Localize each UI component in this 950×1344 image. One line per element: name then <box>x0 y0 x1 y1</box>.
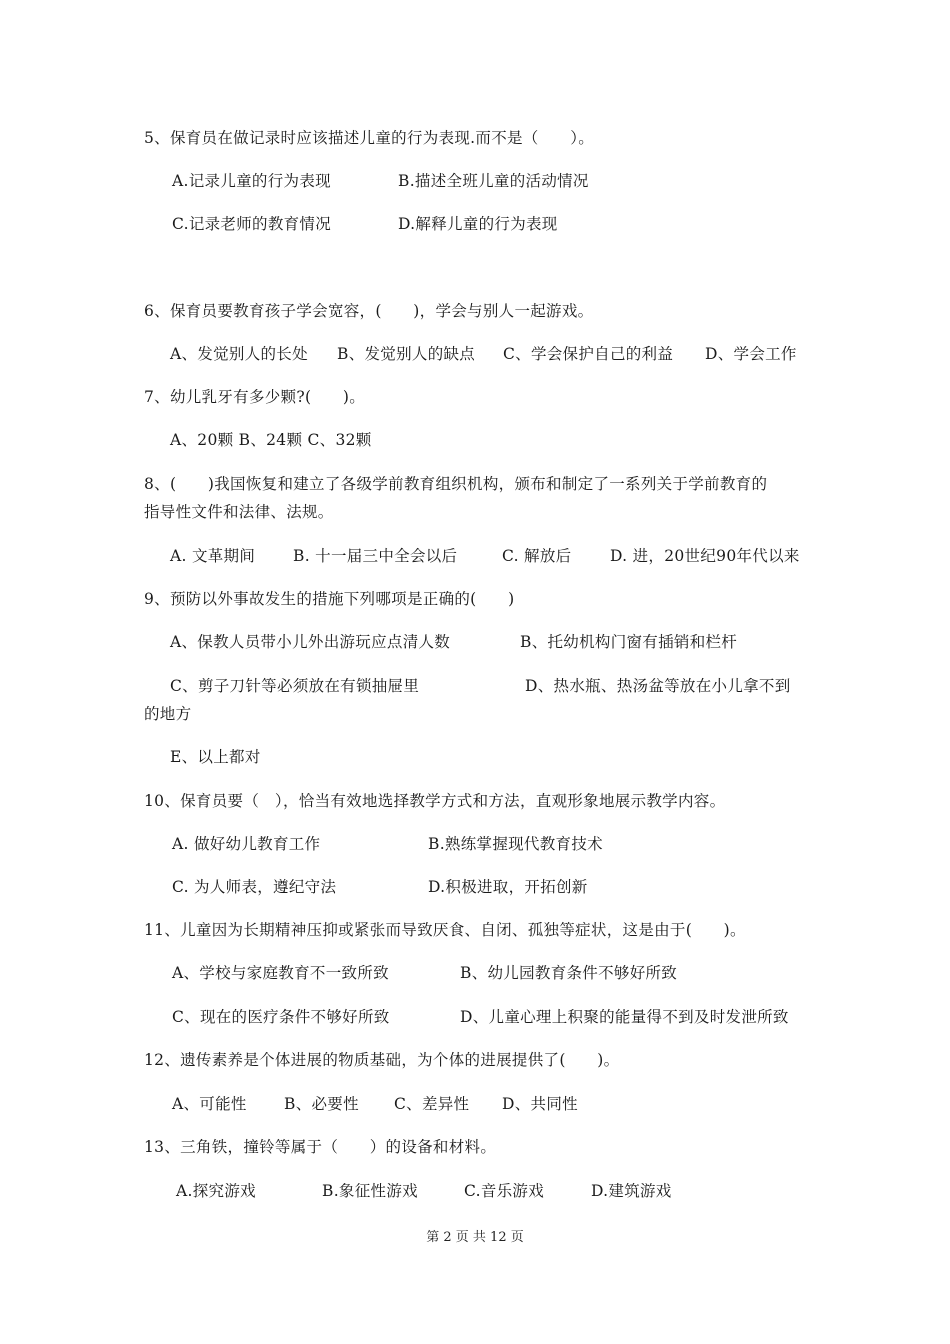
question-13-option-a: A.探究游戏 <box>176 1182 256 1200</box>
question-8-option-d: D. 进，20世纪90年代以来 <box>610 547 800 565</box>
question-8-stem: 8、( )我国恢复和建立了各级学前教育组织机构，颁布和制定了一系列关于学前教育的 <box>144 475 768 493</box>
question-6-option-b: B、发觉别人的缺点 <box>337 345 476 363</box>
question-5-option-d: D.解释儿童的行为表现 <box>398 215 558 233</box>
question-9-option-b: B、托幼机构门窗有插销和栏杆 <box>520 633 738 651</box>
question-12-option-c: C、差异性 <box>394 1095 470 1113</box>
question-5-option-c: C.记录老师的教育情况 <box>172 215 332 233</box>
question-6-stem: 6、保育员要教育孩子学会宽容，( )，学会与别人一起游戏。 <box>144 302 594 320</box>
question-9-option-e: E、以上都对 <box>170 748 261 766</box>
question-11-stem: 11、儿童因为长期精神压抑或紧张而导致厌食、自闭、孤独等症状，这是由于( )。 <box>144 921 746 939</box>
question-12-option-d: D、共同性 <box>502 1095 578 1113</box>
question-10-option-a: A. 做好幼儿教育工作 <box>172 835 321 853</box>
question-6-option-a: A、发觉别人的长处 <box>170 345 308 363</box>
question-8-option-a: A. 文革期间 <box>170 547 256 565</box>
question-9-option-c: C、剪子刀针等必须放在有锁抽屉里 <box>170 677 420 695</box>
question-5-option-a: A.记录儿童的行为表现 <box>172 172 331 190</box>
question-9-stem: 9、预防以外事故发生的措施下列哪项是正确的( ) <box>144 590 515 608</box>
question-11-option-c: C、现在的医疗条件不够好所致 <box>172 1008 390 1026</box>
question-13-option-c: C.音乐游戏 <box>464 1182 545 1200</box>
question-11-option-a: A、学校与家庭教育不一致所致 <box>172 964 389 982</box>
question-9-option-d: D、热水瓶、热汤盆等放在小儿拿不到 <box>525 677 791 695</box>
question-13-option-b: B.象征性游戏 <box>322 1182 418 1200</box>
question-5-option-b: B.描述全班儿童的活动情况 <box>398 172 589 190</box>
question-10-stem: 10、保育员要（ ），恰当有效地选择教学方式和方法，直观形象地展示教学内容。 <box>144 792 726 810</box>
question-12-option-b: B、必要性 <box>284 1095 359 1113</box>
question-10-option-d: D.积极进取，开拓创新 <box>428 878 588 896</box>
question-8-option-b: B. 十一届三中全会以后 <box>293 547 458 565</box>
question-5-stem: 5、保育员在做记录时应该描述儿童的行为表现.而不是（ ）。 <box>144 129 595 147</box>
question-10-option-b: B.熟练掌握现代教育技术 <box>428 835 603 853</box>
question-8-stem-cont: 指导性文件和法律、法规。 <box>144 503 334 521</box>
question-13-option-d: D.建筑游戏 <box>591 1182 672 1200</box>
question-11-option-d: D、儿童心理上积聚的能量得不到及时发泄所致 <box>460 1008 789 1026</box>
question-12-stem: 12、遗传素养是个体进展的物质基础，为个体的进展提供了( )。 <box>144 1051 620 1069</box>
question-8-option-c: C. 解放后 <box>502 547 572 565</box>
question-9-option-d-cont: 的地方 <box>144 705 192 723</box>
question-11-option-b: B、幼儿园教育条件不够好所致 <box>460 964 678 982</box>
question-13-stem: 13、三角铁，撞铃等属于（ ）的设备和材料。 <box>144 1138 497 1156</box>
page-number-footer: 第 2 页 共 12 页 <box>426 1230 524 1245</box>
question-6-option-c: C、学会保护自己的利益 <box>503 345 674 363</box>
question-9-option-a: A、保教人员带小儿外出游玩应点清人数 <box>170 633 451 651</box>
question-7-options: A、20颗 B、24颗 C、32颗 <box>170 431 372 449</box>
question-6-option-d: D、学会工作 <box>705 345 797 363</box>
question-10-option-c: C. 为人师表，遵纪守法 <box>172 878 337 896</box>
question-12-option-a: A、可能性 <box>172 1095 247 1113</box>
question-7-stem: 7、幼儿乳牙有多少颗?( )。 <box>144 388 366 406</box>
